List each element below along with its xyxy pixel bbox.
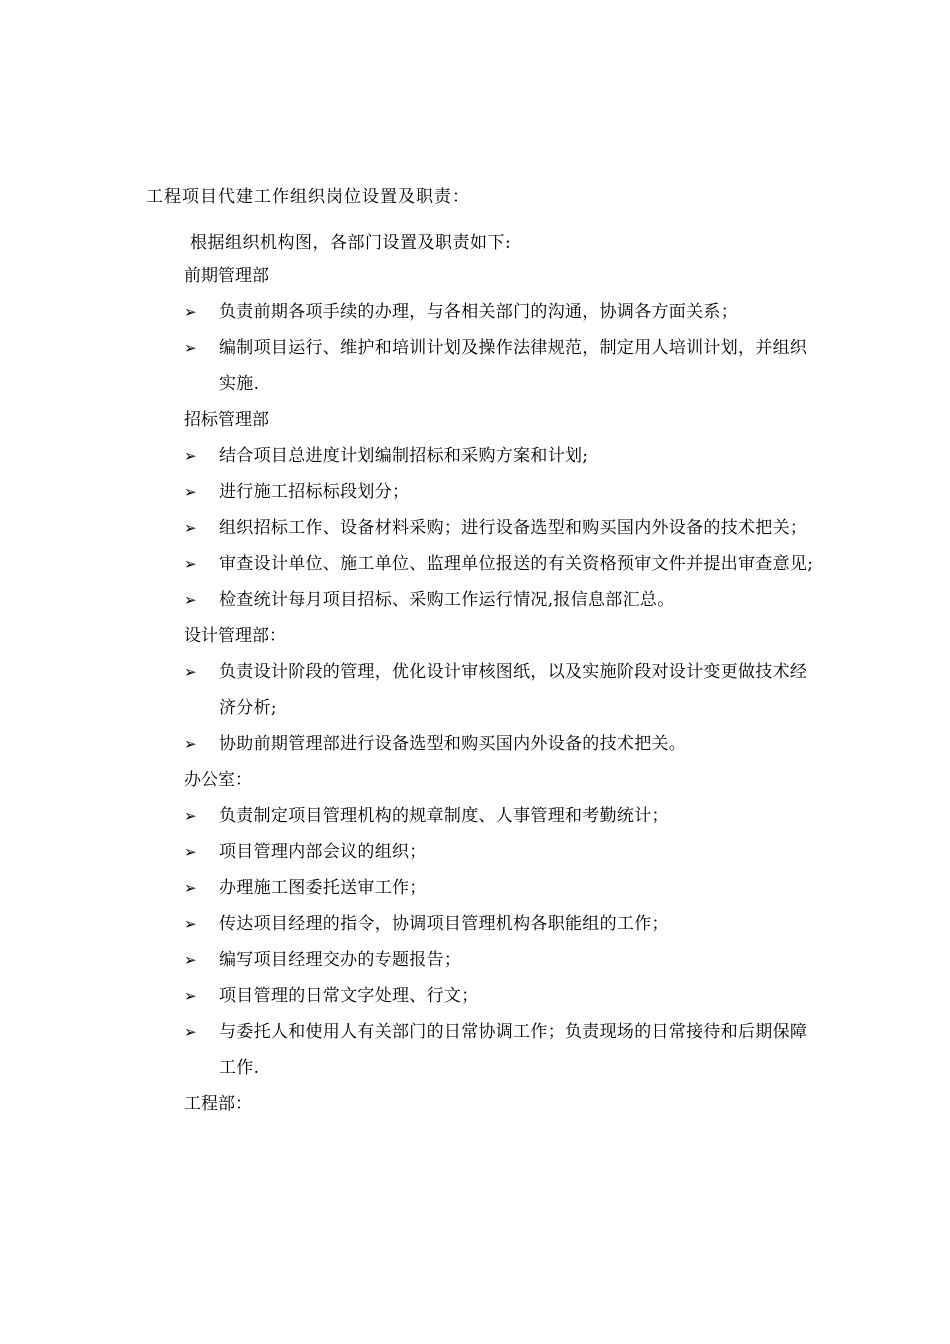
list-item-text: 项目管理内部会议的组织； [219, 842, 427, 862]
list-item-text: 与委托人和使用人有关部门的日常协调工作；负责现场的日常接待和后期保障工作. [219, 1022, 808, 1078]
arrow-bullet-icon: ➢ [184, 807, 197, 825]
list-item-text: 进行施工招标标段划分； [219, 482, 410, 502]
list-item-text: 办理施工图委托送审工作； [219, 878, 427, 898]
arrow-bullet-icon: ➢ [184, 879, 197, 897]
list-item [184, 660, 824, 732]
arrow-bullet-icon: ➢ [184, 519, 197, 537]
intro-paragraph: 根据组织机构图，各部门设置及职责如下: [190, 233, 512, 253]
list-item-text: 协助前期管理部进行设备选型和购买国内外设备的技术把关。 [219, 734, 687, 754]
list-item-text: 编写项目经理交办的专题报告； [219, 950, 462, 970]
arrow-bullet-icon: ➢ [184, 987, 197, 1005]
list-item-text: 审查设计单位、施工单位、监理单位报送的有关资格预审文件并提出审查意见; [219, 554, 814, 574]
arrow-bullet-icon: ➢ [184, 915, 197, 933]
list-item-text: 负责前期各项手续的办理，与各相关部门的沟通，协调各方面关系； [219, 302, 738, 322]
arrow-bullet-icon: ➢ [184, 663, 197, 681]
section-heading: 办公室： [184, 770, 252, 790]
section-heading: 招标管理部 [184, 410, 269, 430]
arrow-bullet-icon: ➢ [184, 735, 197, 753]
section-heading: 前期管理部 [184, 266, 269, 286]
arrow-bullet-icon: ➢ [184, 555, 197, 573]
list-item-text: 负责制定项目管理机构的规章制度、人事管理和考勤统计； [219, 806, 669, 826]
arrow-bullet-icon: ➢ [184, 447, 197, 465]
arrow-bullet-icon: ➢ [184, 1023, 197, 1041]
list-item [184, 732, 824, 768]
arrow-bullet-icon: ➢ [184, 843, 197, 861]
section-heading: 设计管理部： [184, 626, 286, 646]
list-item [184, 1020, 824, 1092]
list-item-text: 负责设计阶段的管理，优化设计审核图纸，以及实施阶段对设计变更做技术经济分析; [219, 662, 808, 718]
list-item-text: 组织招标工作、设备材料采购；进行设备选型和购买国内外设备的技术把关； [219, 518, 808, 538]
arrow-bullet-icon: ➢ [184, 339, 197, 357]
list-item-text: 编制项目运行、维护和培训计划及操作法律规范，制定用人培训计划，并组织实施. [219, 338, 808, 394]
arrow-bullet-icon: ➢ [184, 591, 197, 609]
arrow-bullet-icon: ➢ [184, 303, 197, 321]
arrow-bullet-icon: ➢ [184, 483, 197, 501]
list-item-text: 项目管理的日常文字处理、行文； [219, 986, 479, 1006]
list-item-text: 传达项目经理的指令，协调项目管理机构各职能组的工作； [219, 914, 669, 934]
document-title: 工程项目代建工作组织岗位设置及职责： [146, 187, 470, 207]
list-item [184, 336, 824, 408]
list-item-text: 检查统计每月项目招标、采购工作运行情况,报信息部汇总。 [219, 590, 675, 610]
list-item-text: 结合项目总进度计划编制招标和采购方案和计划; [219, 446, 589, 466]
arrow-bullet-icon: ➢ [184, 951, 197, 969]
list-item [184, 588, 824, 624]
department-sections [0, 264, 950, 1128]
section-heading: 工程部： [184, 1094, 252, 1114]
